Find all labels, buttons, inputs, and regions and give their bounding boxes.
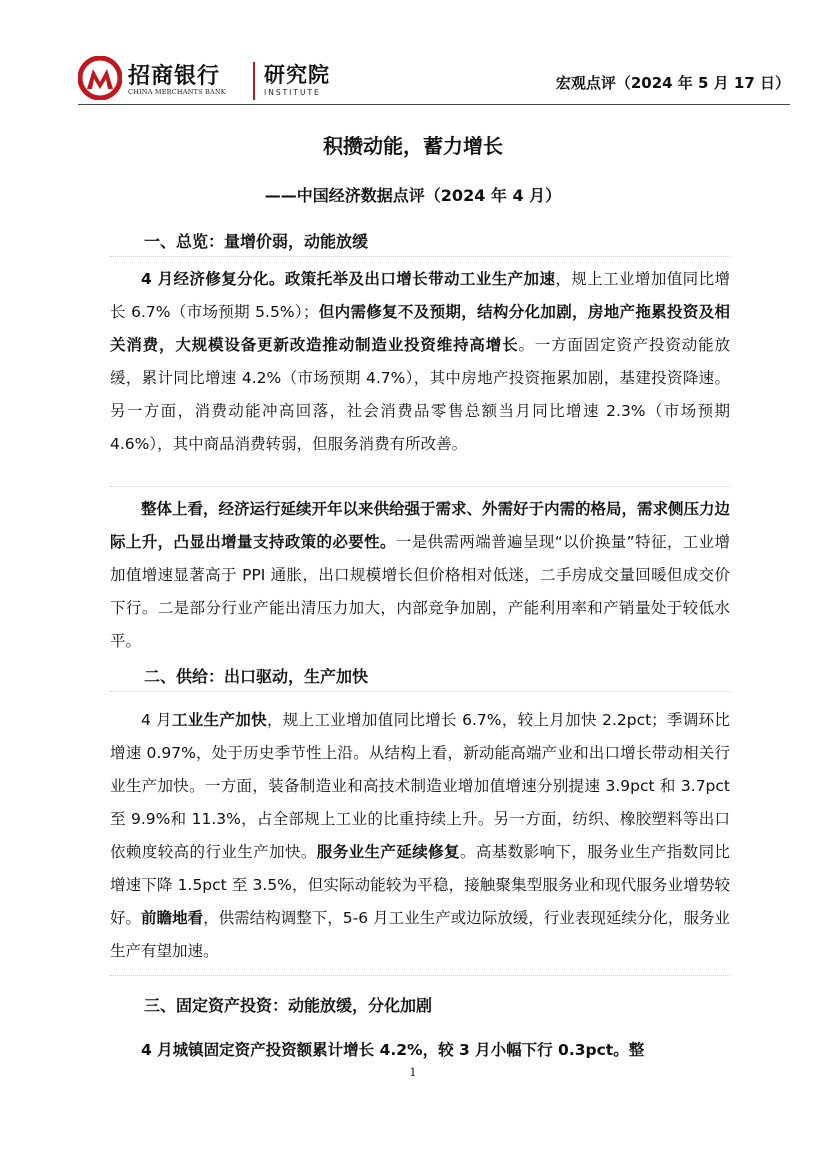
- text-run: ，供需结构调整下，5-6 月工业生产或边际放缓，行业表现延续分化，服务业生产有望加速。: [110, 909, 730, 960]
- section-heading: 二、供给：出口驱动，生产加快: [144, 667, 369, 686]
- text-run: 。高基数影响下，服务业生产指数同比增速下降 1.5pct 至 3.5%，但实际动能较为平稳，接触聚集型服务业和现代服务业增势较好。: [110, 843, 730, 927]
- bold-text-run: 4 月经济修复分化。政策托举及出口增长带动工业生产加速: [141, 270, 556, 288]
- section-rule: [110, 691, 730, 692]
- header-divider: [253, 62, 255, 100]
- bold-text-run: 4 月城镇固定资产投资额累计增长 4.2%，较 3 月小幅下行 0.3pct。整: [141, 1041, 645, 1059]
- brand-name-en: CHINA MERCHANTS BANK: [128, 88, 226, 96]
- text-run: ，规上工业增加值同比增长 6.7%，较上月加快 2.2pct；季调环比增速 0.97%，处于历史季节性上沿。从结构上看，新动能高端产业和出口增长带动相关行业生产加快。一方面，装备制造业和高技术制造业增加值增速分别提速 3.9pct 和 3.7pct 至 9.9%和 11.3%，占全部规上工业的比重持续上升。另一方面，纺织、橡胶塑料等出口依赖度较高的行业生产加快。: [110, 711, 730, 861]
- bold-text-run: 服务业生产延续修复: [316, 843, 460, 861]
- paragraph: [110, 1034, 730, 1067]
- cmb-logo-icon: [78, 56, 122, 100]
- text-run: 。一方面固定资产投资动能放缓，累计同比增速 4.2%（市场预期 4.7%），其中房地产投资拖累加剧，基建投资降速。另一方面，消费动能冲高回落，社会消费品零售总额当月同比增速 2.3%（市场预期 4.6%），其中商品消费转弱，但服务消费有所改善。: [110, 336, 730, 453]
- text-run: 一是供需两端普遍呈现“以价换量”特征，工业增加值增速显著高于 PPI 通胀，出口规模增长但价格相对低迷，二手房成交量回暖但成交价下行。二是部分行业产能出清压力加大，内部竞争加剧，产能利用率和产销量处于较低水平。: [110, 533, 730, 650]
- bold-text-run: 工业生产加快: [171, 711, 267, 729]
- section-heading: 一、总览：量增价弱，动能放缓: [144, 232, 369, 251]
- text-run: ，规上工业增加值同比增长 6.7%（市场预期 5.5%）；: [110, 270, 730, 321]
- institute-name-en: INSTITUTE: [264, 88, 321, 97]
- section-rule: [110, 256, 730, 257]
- section-heading: 三、固定资产投资：动能放缓，分化加剧: [144, 996, 433, 1015]
- header-rule: [78, 104, 790, 105]
- bold-text-run: 前瞻地看: [141, 909, 204, 927]
- section-rule: [110, 486, 730, 487]
- report-type-date: 宏观点评（2024 年 5 月 17 日）: [555, 74, 790, 92]
- page-number: 1: [409, 1066, 417, 1079]
- report-header: [78, 56, 790, 106]
- page-title: 积攒动能，蓄力增长: [323, 134, 503, 158]
- bold-text-run: 整体上看，经济运行延续开年以来供给强于需求、外需好于内需的格局，需求侧压力边际上升，凸显出增量支持政策的必要性。: [110, 500, 731, 551]
- paragraph: [110, 704, 730, 968]
- paragraph: [110, 263, 730, 461]
- paragraph: [110, 493, 730, 658]
- section-rule: [110, 975, 730, 976]
- bold-text-run: 但内需修复不及预期，结构分化加剧，房地产拖累投资及相关消费，大规模设备更新改造推动制造业投资维持高增长: [110, 303, 730, 354]
- page-subtitle: ——中国经济数据点评（2024 年 4 月）: [264, 186, 562, 205]
- brand-name: 招商银行: [128, 64, 221, 89]
- institute-name: 研究院: [264, 63, 330, 87]
- text-run: 4 月: [141, 711, 172, 729]
